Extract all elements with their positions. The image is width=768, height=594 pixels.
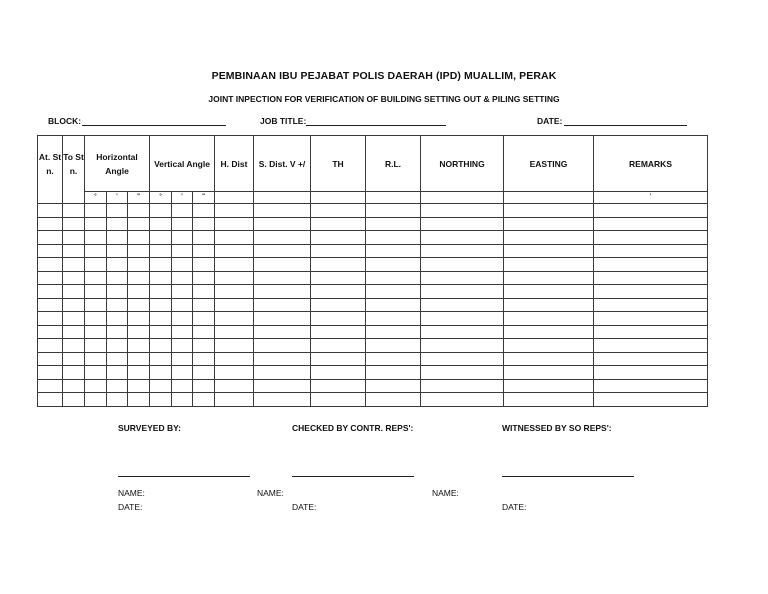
table-cell[interactable] bbox=[215, 217, 254, 231]
table-cell[interactable] bbox=[63, 204, 85, 218]
table-cell[interactable] bbox=[107, 312, 128, 326]
table-cell[interactable] bbox=[150, 217, 172, 231]
table-cell[interactable] bbox=[128, 325, 150, 339]
table-cell[interactable] bbox=[63, 285, 85, 299]
table-cell[interactable] bbox=[504, 312, 594, 326]
table-cell[interactable] bbox=[366, 339, 421, 353]
table-cell[interactable] bbox=[594, 393, 708, 407]
table-cell[interactable] bbox=[215, 231, 254, 245]
table-cell[interactable] bbox=[150, 366, 172, 380]
table-cell[interactable] bbox=[38, 271, 63, 285]
job-title-label: JOB TITLE: bbox=[260, 116, 307, 126]
table-cell[interactable] bbox=[193, 217, 215, 231]
table-cell[interactable] bbox=[63, 271, 85, 285]
table-cell[interactable] bbox=[366, 285, 421, 299]
job-title-field-line[interactable] bbox=[306, 125, 446, 126]
form-title: PEMBINAAN IBU PEJABAT POLIS DAERAH (IPD) MUALLIM, PERAK bbox=[211, 70, 557, 82]
table-cell[interactable] bbox=[366, 325, 421, 339]
table-cell[interactable] bbox=[254, 393, 311, 407]
checked-by-date-label: DATE: bbox=[292, 502, 317, 512]
header-th: TH bbox=[311, 136, 366, 192]
header-s-dist: S. Dist. V +/ bbox=[254, 136, 311, 192]
table-cell[interactable] bbox=[311, 393, 366, 407]
unit-cell bbox=[254, 192, 311, 204]
table-cell[interactable] bbox=[128, 244, 150, 258]
table-cell[interactable] bbox=[421, 244, 504, 258]
table-cell[interactable] bbox=[150, 285, 172, 299]
table-row bbox=[38, 271, 708, 285]
table-cell[interactable] bbox=[421, 366, 504, 380]
table-cell[interactable] bbox=[254, 231, 311, 245]
unit-cell bbox=[504, 192, 594, 204]
header-h-dist: H. Dist bbox=[215, 136, 254, 192]
table-cell[interactable] bbox=[504, 285, 594, 299]
table-cell[interactable] bbox=[193, 379, 215, 393]
table-cell[interactable] bbox=[107, 285, 128, 299]
table-cell[interactable] bbox=[311, 298, 366, 312]
table-cell[interactable] bbox=[38, 217, 63, 231]
table-cell[interactable] bbox=[594, 312, 708, 326]
table-cell[interactable] bbox=[85, 352, 107, 366]
header-easting: EASTING bbox=[504, 136, 594, 192]
table-cell[interactable] bbox=[254, 244, 311, 258]
unit-degree: ° bbox=[85, 192, 107, 204]
table-cell[interactable] bbox=[366, 352, 421, 366]
checked-by-signature-line[interactable] bbox=[292, 476, 414, 477]
block-label: BLOCK: bbox=[48, 116, 82, 126]
table-cell[interactable] bbox=[85, 339, 107, 353]
table-row bbox=[38, 298, 708, 312]
table-cell[interactable] bbox=[421, 379, 504, 393]
table-cell[interactable] bbox=[193, 393, 215, 407]
table-cell[interactable] bbox=[421, 298, 504, 312]
table-header-row bbox=[38, 136, 708, 192]
table-cell[interactable] bbox=[421, 217, 504, 231]
table-row bbox=[38, 366, 708, 380]
unit-cell bbox=[215, 192, 254, 204]
table-cell[interactable] bbox=[85, 285, 107, 299]
unit-cell bbox=[366, 192, 421, 204]
table-cell[interactable] bbox=[594, 298, 708, 312]
table-cell[interactable] bbox=[128, 204, 150, 218]
table-cell[interactable] bbox=[128, 393, 150, 407]
table-cell[interactable] bbox=[421, 352, 504, 366]
table-cell[interactable] bbox=[128, 366, 150, 380]
table-cell[interactable] bbox=[172, 204, 193, 218]
table-cell[interactable] bbox=[63, 325, 85, 339]
table-cell[interactable] bbox=[421, 271, 504, 285]
table-cell[interactable] bbox=[311, 312, 366, 326]
table-cell[interactable] bbox=[38, 244, 63, 258]
table-cell[interactable] bbox=[128, 217, 150, 231]
table-cell[interactable] bbox=[311, 379, 366, 393]
table-cell[interactable] bbox=[107, 258, 128, 272]
table-cell[interactable] bbox=[311, 339, 366, 353]
table-cell[interactable] bbox=[594, 366, 708, 380]
table-cell[interactable] bbox=[150, 204, 172, 218]
table-cell[interactable] bbox=[128, 379, 150, 393]
table-cell[interactable] bbox=[107, 393, 128, 407]
table-cell[interactable] bbox=[107, 204, 128, 218]
table-cell[interactable] bbox=[254, 217, 311, 231]
table-row bbox=[38, 339, 708, 353]
table-cell[interactable] bbox=[107, 298, 128, 312]
table-cell[interactable] bbox=[215, 258, 254, 272]
table-cell[interactable] bbox=[594, 217, 708, 231]
table-cell[interactable] bbox=[107, 366, 128, 380]
table-cell[interactable] bbox=[215, 244, 254, 258]
table-cell[interactable] bbox=[38, 258, 63, 272]
table-cell[interactable] bbox=[254, 352, 311, 366]
table-cell[interactable] bbox=[38, 285, 63, 299]
table-cell[interactable] bbox=[193, 312, 215, 326]
table-cell[interactable] bbox=[172, 366, 193, 380]
surveyed-by-date-label: DATE: bbox=[118, 502, 143, 512]
table-cell[interactable] bbox=[215, 339, 254, 353]
table-cell[interactable] bbox=[594, 204, 708, 218]
table-cell[interactable] bbox=[254, 325, 311, 339]
table-cell[interactable] bbox=[63, 379, 85, 393]
table-cell[interactable] bbox=[421, 325, 504, 339]
table-cell[interactable] bbox=[63, 258, 85, 272]
header-at-stn: At. St n. bbox=[38, 136, 63, 192]
table-cell[interactable] bbox=[63, 231, 85, 245]
table-cell[interactable] bbox=[594, 244, 708, 258]
table-cell[interactable] bbox=[366, 244, 421, 258]
table-row bbox=[38, 352, 708, 366]
table-row bbox=[38, 244, 708, 258]
table-cell[interactable] bbox=[63, 339, 85, 353]
table-cell[interactable] bbox=[150, 231, 172, 245]
table-cell[interactable] bbox=[504, 298, 594, 312]
table-cell[interactable] bbox=[150, 258, 172, 272]
table-cell[interactable] bbox=[172, 298, 193, 312]
table-cell[interactable] bbox=[107, 244, 128, 258]
table-row bbox=[38, 325, 708, 339]
table-cell[interactable] bbox=[85, 366, 107, 380]
table-cell[interactable] bbox=[366, 366, 421, 380]
table-cell[interactable] bbox=[594, 325, 708, 339]
table-cell[interactable] bbox=[172, 231, 193, 245]
table-cell[interactable] bbox=[421, 339, 504, 353]
table-row bbox=[38, 204, 708, 218]
table-cell[interactable] bbox=[504, 379, 594, 393]
table-cell[interactable] bbox=[38, 298, 63, 312]
table-cell[interactable] bbox=[85, 258, 107, 272]
table-cell[interactable] bbox=[215, 298, 254, 312]
unit-degree: ° bbox=[150, 192, 172, 204]
table-cell[interactable] bbox=[594, 379, 708, 393]
table-cell[interactable] bbox=[193, 285, 215, 299]
table-cell[interactable] bbox=[38, 379, 63, 393]
table-cell[interactable] bbox=[107, 339, 128, 353]
unit-minute: ' bbox=[107, 192, 128, 204]
table-cell[interactable] bbox=[193, 204, 215, 218]
table-cell[interactable] bbox=[107, 379, 128, 393]
form-subtitle: JOINT INPECTION FOR VERIFICATION OF BUILDING SETTING OUT & PILING SETTING bbox=[208, 94, 560, 104]
table-cell[interactable] bbox=[107, 231, 128, 245]
header-horizontal-angle: Horizontal Angle bbox=[85, 136, 150, 192]
table-cell[interactable] bbox=[172, 258, 193, 272]
witnessed-by-label: WITNESSED BY SO REPS': bbox=[502, 423, 612, 433]
table-cell[interactable] bbox=[128, 312, 150, 326]
table-cell[interactable] bbox=[421, 204, 504, 218]
table-cell[interactable] bbox=[254, 379, 311, 393]
checked-by-label: CHECKED BY CONTR. REPS': bbox=[292, 423, 414, 433]
table-cell[interactable] bbox=[85, 298, 107, 312]
table-cell[interactable] bbox=[215, 366, 254, 380]
table-cell[interactable] bbox=[594, 339, 708, 353]
table-cell[interactable] bbox=[107, 325, 128, 339]
unit-second: " bbox=[128, 192, 150, 204]
table-cell[interactable] bbox=[107, 352, 128, 366]
table-cell[interactable] bbox=[311, 231, 366, 245]
surveyed-by-signature-line[interactable] bbox=[118, 476, 250, 477]
header-remarks: REMARKS bbox=[594, 136, 708, 192]
table-cell[interactable] bbox=[421, 393, 504, 407]
table-cell[interactable] bbox=[215, 312, 254, 326]
date-label: DATE: bbox=[537, 116, 563, 126]
table-cell[interactable] bbox=[128, 231, 150, 245]
table-unit-row bbox=[38, 192, 708, 204]
table-row bbox=[38, 393, 708, 407]
table-cell[interactable] bbox=[107, 271, 128, 285]
table-cell[interactable] bbox=[85, 244, 107, 258]
table-row bbox=[38, 285, 708, 299]
unit-cell bbox=[311, 192, 366, 204]
table-cell[interactable] bbox=[311, 366, 366, 380]
table-cell[interactable] bbox=[254, 258, 311, 272]
witnessed-by-date-label: DATE: bbox=[502, 502, 527, 512]
table-cell[interactable] bbox=[172, 217, 193, 231]
table-cell[interactable] bbox=[172, 244, 193, 258]
table-cell[interactable] bbox=[421, 312, 504, 326]
unit-cell bbox=[421, 192, 504, 204]
table-cell[interactable] bbox=[38, 312, 63, 326]
table-cell[interactable] bbox=[504, 217, 594, 231]
table-cell[interactable] bbox=[150, 298, 172, 312]
table-cell[interactable] bbox=[150, 339, 172, 353]
table-cell[interactable] bbox=[63, 393, 85, 407]
table-cell[interactable] bbox=[504, 231, 594, 245]
table-cell[interactable] bbox=[128, 271, 150, 285]
table-cell[interactable] bbox=[128, 298, 150, 312]
checked-by-name-label: NAME: bbox=[257, 488, 284, 498]
table-cell[interactable] bbox=[215, 393, 254, 407]
table-cell[interactable] bbox=[107, 217, 128, 231]
table-cell[interactable] bbox=[215, 352, 254, 366]
table-cell[interactable] bbox=[38, 366, 63, 380]
table-cell[interactable] bbox=[594, 352, 708, 366]
table-cell[interactable] bbox=[63, 366, 85, 380]
table-cell[interactable] bbox=[150, 271, 172, 285]
table-cell[interactable] bbox=[172, 339, 193, 353]
surveyed-by-name-label: NAME: bbox=[118, 488, 145, 498]
block-field-line[interactable] bbox=[82, 125, 226, 126]
table-cell[interactable] bbox=[172, 379, 193, 393]
table-cell[interactable] bbox=[311, 352, 366, 366]
table-cell[interactable] bbox=[128, 285, 150, 299]
table-cell[interactable] bbox=[366, 231, 421, 245]
table-cell[interactable] bbox=[311, 204, 366, 218]
table-cell[interactable] bbox=[311, 285, 366, 299]
table-cell[interactable] bbox=[504, 244, 594, 258]
table-cell[interactable] bbox=[172, 325, 193, 339]
table-cell[interactable] bbox=[150, 325, 172, 339]
table-cell[interactable] bbox=[366, 379, 421, 393]
table-cell[interactable] bbox=[594, 285, 708, 299]
table-cell[interactable] bbox=[38, 325, 63, 339]
table-row bbox=[38, 231, 708, 245]
table-cell[interactable] bbox=[504, 258, 594, 272]
witnessed-by-signature-line[interactable] bbox=[502, 476, 634, 477]
table-cell[interactable] bbox=[193, 244, 215, 258]
table-cell[interactable] bbox=[63, 244, 85, 258]
table-cell[interactable] bbox=[193, 339, 215, 353]
unit-minute: ' bbox=[172, 192, 193, 204]
table-cell[interactable] bbox=[215, 204, 254, 218]
table-cell[interactable] bbox=[366, 312, 421, 326]
table-cell[interactable] bbox=[172, 393, 193, 407]
table-cell[interactable] bbox=[38, 204, 63, 218]
table-cell[interactable] bbox=[254, 298, 311, 312]
table-cell[interactable] bbox=[63, 312, 85, 326]
table-cell[interactable] bbox=[172, 271, 193, 285]
header-vertical-angle: Vertical Angle bbox=[150, 136, 215, 192]
table-cell[interactable] bbox=[254, 285, 311, 299]
table-cell[interactable] bbox=[38, 339, 63, 353]
table-cell[interactable] bbox=[38, 231, 63, 245]
table-cell[interactable] bbox=[504, 366, 594, 380]
surveyed-by-label: SURVEYED BY: bbox=[118, 423, 181, 433]
table-cell[interactable] bbox=[366, 298, 421, 312]
table-cell[interactable] bbox=[254, 271, 311, 285]
table-cell[interactable] bbox=[193, 231, 215, 245]
table-cell[interactable] bbox=[215, 271, 254, 285]
table-cell[interactable] bbox=[421, 258, 504, 272]
table-cell[interactable] bbox=[594, 258, 708, 272]
table-cell[interactable] bbox=[504, 393, 594, 407]
table-row bbox=[38, 258, 708, 272]
table-cell[interactable] bbox=[193, 325, 215, 339]
table-cell[interactable] bbox=[128, 352, 150, 366]
unit-second: " bbox=[193, 192, 215, 204]
table-cell[interactable] bbox=[150, 393, 172, 407]
table-cell[interactable] bbox=[215, 325, 254, 339]
date-field-line[interactable] bbox=[564, 125, 687, 126]
table-cell[interactable] bbox=[85, 231, 107, 245]
table-cell[interactable] bbox=[193, 271, 215, 285]
table-cell[interactable] bbox=[38, 352, 63, 366]
table-cell[interactable] bbox=[594, 231, 708, 245]
table-cell[interactable] bbox=[193, 258, 215, 272]
witnessed-by-name-label: NAME: bbox=[432, 488, 459, 498]
table-cell[interactable] bbox=[172, 312, 193, 326]
header-northing: NORTHING bbox=[421, 136, 504, 192]
table-cell[interactable] bbox=[366, 204, 421, 218]
table-cell[interactable] bbox=[421, 231, 504, 245]
table-cell[interactable] bbox=[63, 352, 85, 366]
table-cell[interactable] bbox=[311, 217, 366, 231]
table-cell[interactable] bbox=[85, 379, 107, 393]
table-cell[interactable] bbox=[254, 312, 311, 326]
table-cell[interactable] bbox=[504, 352, 594, 366]
unit-cell bbox=[38, 192, 63, 204]
table-cell[interactable] bbox=[172, 352, 193, 366]
table-cell[interactable] bbox=[85, 312, 107, 326]
table-cell[interactable] bbox=[150, 352, 172, 366]
table-cell[interactable] bbox=[421, 285, 504, 299]
table-cell[interactable] bbox=[38, 393, 63, 407]
table-cell[interactable] bbox=[85, 271, 107, 285]
table-cell[interactable] bbox=[366, 271, 421, 285]
table-cell[interactable] bbox=[193, 366, 215, 380]
table-cell[interactable] bbox=[311, 244, 366, 258]
table-cell[interactable] bbox=[254, 366, 311, 380]
table-cell[interactable] bbox=[85, 325, 107, 339]
table-cell[interactable] bbox=[311, 271, 366, 285]
unit-cell bbox=[63, 192, 85, 204]
table-cell[interactable] bbox=[366, 217, 421, 231]
survey-table bbox=[37, 135, 708, 407]
table-cell[interactable] bbox=[366, 393, 421, 407]
table-cell[interactable] bbox=[254, 204, 311, 218]
table-row bbox=[38, 312, 708, 326]
table-row bbox=[38, 379, 708, 393]
unit-remarks: ' bbox=[594, 192, 708, 204]
table-cell[interactable] bbox=[594, 271, 708, 285]
table-cell[interactable] bbox=[150, 379, 172, 393]
table-cell[interactable] bbox=[150, 312, 172, 326]
table-cell[interactable] bbox=[215, 285, 254, 299]
table-cell[interactable] bbox=[193, 298, 215, 312]
table-cell[interactable] bbox=[63, 217, 85, 231]
header-to-stn: To St n. bbox=[63, 136, 85, 192]
table-cell[interactable] bbox=[504, 339, 594, 353]
table-cell[interactable] bbox=[150, 244, 172, 258]
table-cell[interactable] bbox=[128, 339, 150, 353]
table-cell[interactable] bbox=[311, 325, 366, 339]
table-row bbox=[38, 217, 708, 231]
table-cell[interactable] bbox=[254, 339, 311, 353]
header-rl: R.L. bbox=[366, 136, 421, 192]
table-cell[interactable] bbox=[215, 379, 254, 393]
table-cell[interactable] bbox=[311, 258, 366, 272]
table-cell[interactable] bbox=[504, 204, 594, 218]
table-cell[interactable] bbox=[85, 217, 107, 231]
table-cell[interactable] bbox=[85, 393, 107, 407]
table-cell[interactable] bbox=[504, 325, 594, 339]
table-cell[interactable] bbox=[504, 271, 594, 285]
table-cell[interactable] bbox=[366, 258, 421, 272]
table-cell[interactable] bbox=[193, 352, 215, 366]
table-cell[interactable] bbox=[128, 258, 150, 272]
table-cell[interactable] bbox=[172, 285, 193, 299]
table-cell[interactable] bbox=[63, 298, 85, 312]
table-cell[interactable] bbox=[85, 204, 107, 218]
